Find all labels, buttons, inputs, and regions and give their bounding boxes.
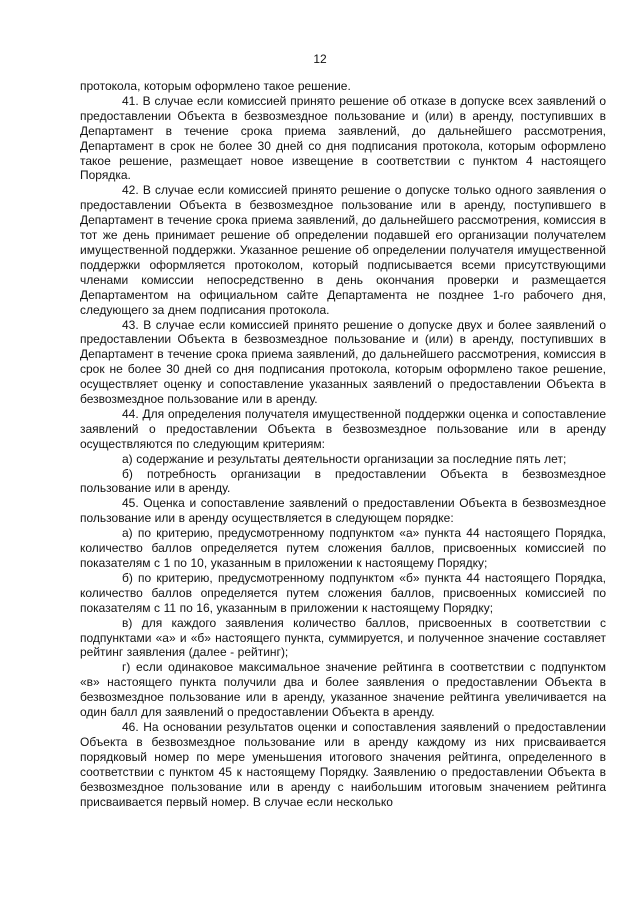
paragraph-continuation: протокола, которым оформлено такое решение.	[80, 79, 351, 93]
paragraph-45-a: а) по критерию, предусмотренному подпунктом «а» пункта 44 настоящего Порядка, количество баллов определяется путем сложения баллов, присвоенных комиссией по показателям с 1 по 10, указанным в приложении к настоящему Порядку;	[80, 526, 606, 570]
paragraph-43: 43. В случае если комиссией принято решение о допуске двух и более заявлений о предоставлении Объекта в безвозмездное пользование и (или) в аренду, поступивших в Департамент в течение срока приема заявлений, до дальнейшего рассмотрения, комиссия в срок не более 30 дней со дня подписания протокола, которым оформлено такое решение, осуществляет оценку и сопоставление указанных заявлений о предоставлении Объекта в безвозмездное пользование или в аренду.	[80, 317, 606, 407]
paragraph-45-g: г) если одинаковое максимальное значение рейтинга в соответствии с подпунктом «в» настоящего пункта получили два и более заявления о предоставлении Объекта в безвозмездное пользование или в аренду, указанное значение рейтинга увеличивается на один балл для заявлений о предоставлении Объекта в аренду.	[80, 660, 606, 720]
paragraph-44-a: а) содержание и результаты деятельности организации за последние пять лет;	[122, 451, 567, 466]
paragraph-45-b: б) по критерию, предусмотренному подпунктом «б» пункта 44 настоящего Порядка, количество баллов определяется путем сложения баллов, присвоенных комиссией по показателям с 11 по 16, указанным в приложении к настоящему Порядку;	[80, 570, 606, 615]
paragraph-46: 46. На основании результатов оценки и сопоставления заявлений о предоставлении Объекта в безвозмездное пользование или в аренду каждому из них присваивается порядковый номер по мере уменьшения итогового значения рейтинга, определенного в соответствии с пунктом 45 к настоящему Порядку. Заявлению о предоставлении Объекта в безвозмездное пользование или в аренду с наибольшим итоговым значением рейтинга присваивается первый номер. В случае если несколько	[80, 719, 606, 809]
page-number: 12	[313, 52, 327, 66]
paragraph-45: 45. Оценка и сопоставление заявлений о предоставлении Объекта в безвозмездное пользование или в аренду осуществляется в следующем порядке:	[80, 496, 606, 526]
document-body	[80, 79, 606, 809]
paragraph-41: 41. В случае если комиссией принято решение об отказе в допуске всех заявлений о предоставлении Объекта в безвозмездное пользование и (или) в аренду, поступивших в Департамент в течение срока приема заявлений, до дальнейшего рассмотрения, Департамент в срок не более 30 дней со дня подписания протокола, которым оформлено такое решение, размещает новое извещение в соответствии с пунктом 4 настоящего Порядка.	[80, 93, 606, 183]
paragraph-45-v: в) для каждого заявления количество баллов, присвоенных в соответствии с подпунктами «а» и «б» настоящего пункта, суммируется, и полученное значение составляет рейтинг заявления (далее - рейтинг);	[80, 615, 606, 660]
paragraph-44-b: б) потребность организации в предоставлении Объекта в безвозмездное пользование или в аренду.	[80, 466, 606, 496]
paragraph-42: 42. В случае если комиссией принято решение о допуске только одного заявления о предоставлении Объекта в безвозмездное пользование или в аренду, поступившего в Департамент в течение срока приема заявлений, до дальнейшего рассмотрения, комиссия в тот же день принимает решение об определении подавшей его организации получателем имущественной поддержки. Указанное решение об определении получателя имущественной поддержки оформляется протоколом, который подписывается всеми присутствующими членами комиссии непосредственно в день окончания проверки и размещается Департаментом на официальном сайте Департамента не позднее 1-го рабочего дня, следующего за днем подписания протокола.	[80, 183, 606, 317]
paragraph-44: 44. Для определения получателя имущественной поддержки оценка и сопоставление заявлений о предоставлении Объекта в безвозмездное пользование или в аренду осуществляются по следующим критериям:	[80, 406, 606, 451]
